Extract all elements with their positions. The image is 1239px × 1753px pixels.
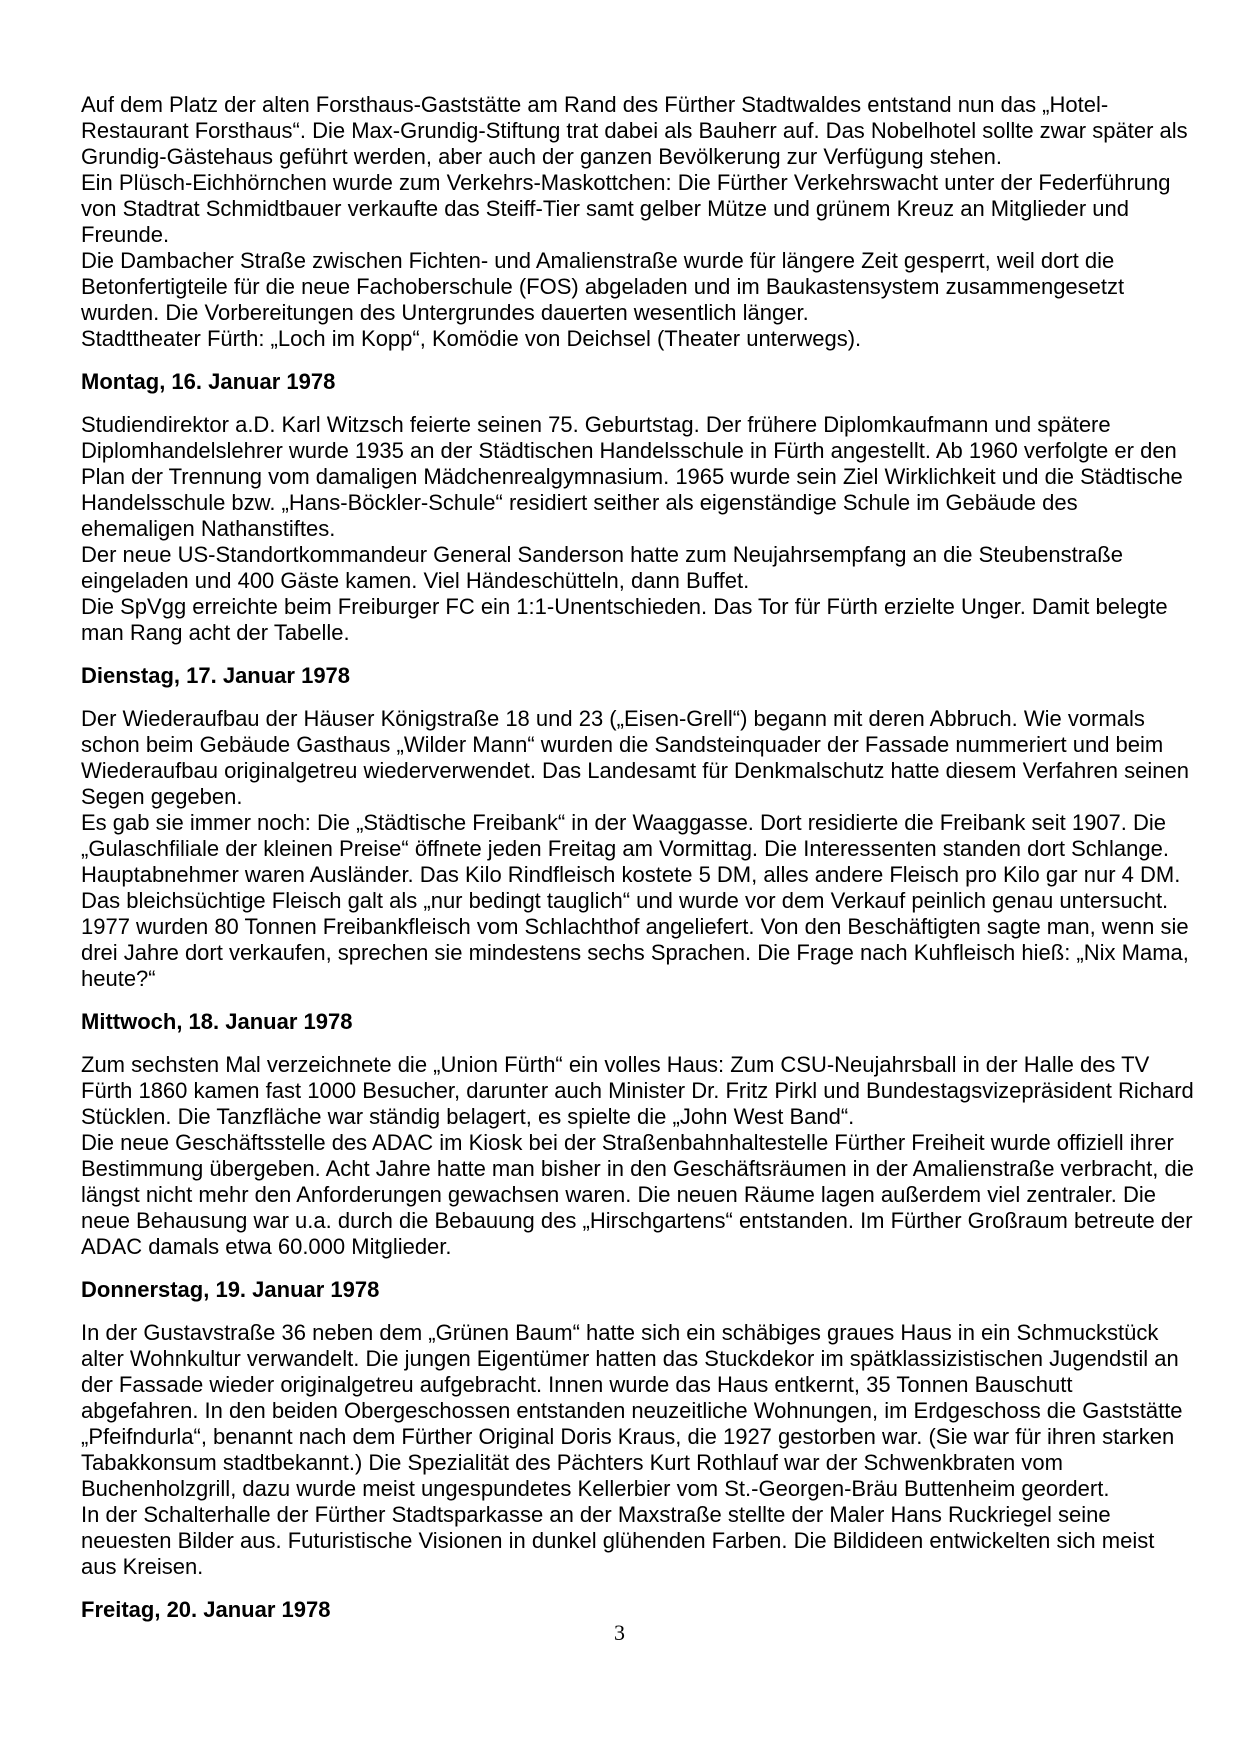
date-heading-monday: Montag, 16. Januar 1978 [81,369,336,394]
paragraph: Die neue Geschäftsstelle des ADAC im Kiosk bei der Straßenbahnhaltestelle Fürther Freiheit wurde offiziell ihrer Bestimmung übergeben. Acht Jahre hatte man bisher in den Geschäftsräumen in der Amalienstraße verbracht, die längst nicht mehr den Anforderungen gewachsen waren. Die neuen Räume lagen außerdem viel zentraler. Die neue Behausung war u.a. durch die Bebauung des „Hirschgartens“ entstanden. Im Fürther Großraum betreute der ADAC damals etwa 60.000 Mitglieder. [81,1130,1194,1259]
paragraph: Der Wiederaufbau der Häuser Königstraße 18 und 23 („Eisen-Grell“) begann mit deren Abbruch. Wie vormals schon beim Gebäude Gasthaus „Wilder Mann“ wurden die Sandsteinquader der Fassade nummeriert und beim Wiederaufbau originalgetreu wiederverwendet. Das Landesamt für Denkmalschutz hatte diesem Verfahren seinen Segen gegeben. [81,706,1189,809]
paragraph: Zum sechsten Mal verzeichnete die „Union Fürth“ ein volles Haus: Zum CSU-Neujahrsball in der Halle des TV Fürth 1860 kamen fast 1000 Besucher, darunter auch Minister Dr. Fritz Pirkl und Bundestagsvizepräsident Richard Stücklen. Die Tanzfläche war ständig belagert, es spielte die „John West Band“. [81,1052,1194,1129]
paragraph: Die Dambacher Straße zwischen Fichten- und Amalienstraße wurde für längere Zeit gesperrt, weil dort die Betonfertigteile für die neue Fachoberschule (FOS) abgeladen und im Baukastensystem zusammengesetzt wurden. Die Vorbereitungen des Untergrundes dauerten wesentlich länger. [81,248,1125,325]
paragraph: In der Gustavstraße 36 neben dem „Grünen Baum“ hatte sich ein schäbiges graues Haus in ein Schmuckstück alter Wohnkultur verwandelt. Die jungen Eigentümer hatten das Stuckdekor im spätklassizistischen Jugendstil an der Fassade wieder originalgetreu aufgebracht. Innen wurde das Haus entkernt, 35 Tonnen Bauschutt abgefahren. In den beiden Obergeschossen entstanden neuzeitliche Wohnungen, im Erdgeschoss die Gaststätte „Pfeifndurla“, benannt nach dem Fürther Original Doris Kraus, die 1927 gestorben war. (Sie war für ihren starken Tabakkonsum stadtbekannt.) Die Spezialität des Pächters Kurt Rothlauf war der Schwenkbraten vom Buchenholzgrill, dazu wurde meist ungespundetes Kellerbier vom St.-Georgen-Bräu Buttenheim geordert. [81,1320,1183,1501]
paragraph: Es gab sie immer noch: Die „Städtische Freibank“ in der Waaggasse. Dort residierte die Freibank seit 1907. Die „Gulaschfiliale der kleinen Preise“ öffnete jeden Freitag am Vormittag. Die Interessenten standen dort Schlange. Hauptabnehmer waren Ausländer. Das Kilo Rindfleisch kostete 5 DM, alles andere Fleisch pro Kilo gar nur 4 DM. Das bleichsüchtige Fleisch galt als „nur bedingt tauglich“ und wurde vor dem Verkauf peinlich genau untersucht. 1977 wurden 80 Tonnen Freibankfleisch vom Schlachthof angeliefert. Von den Beschäftigten sagte man, wenn sie drei Jahre dort verkaufen, sprechen sie mindestens sechs Sprachen. Die Frage nach Kuhfleisch hieß: „Nix Mama, heute?“ [81,810,1189,991]
date-heading-thursday: Donnerstag, 19. Januar 1978 [81,1277,380,1302]
paragraph: Der neue US-Standortkommandeur General Sanderson hatte zum Neujahrsempfang an die Steubenstraße eingeladen und 400 Gäste kamen. Viel Händeschütteln, dann Buffet. [81,542,1123,593]
paragraph: In der Schalterhalle der Fürther Stadtsparkasse an der Maxstraße stellte der Maler Hans Ruckriegel seine neuesten Bilder aus. Futuristische Visionen in dunkel glühenden Farben. Die Bildideen entwickelten sich meist aus Kreisen. [81,1502,1155,1579]
date-heading-friday: Freitag, 20. Januar 1978 [81,1597,331,1622]
paragraph: Auf dem Platz der alten Forsthaus-Gaststätte am Rand des Fürther Stadtwaldes entstand nun das „Hotel-Restaurant Forsthaus“. Die Max-Grundig-Stiftung trat dabei als Bauherr auf. Das Nobelhotel sollte zwar später als Grundig-Gästehaus geführt werden, aber auch der ganzen Bevölkerung zur Verfügung stehen. [81,92,1188,169]
paragraph: Ein Plüsch-Eichhörnchen wurde zum Verkehrs-Maskottchen: Die Fürther Verkehrswacht unter der Federführung von Stadtrat Schmidtbauer verkaufte das Steiff-Tier samt gelber Mütze und grünem Kreuz an Mitglieder und Freunde. [81,170,1171,247]
date-heading-tuesday: Dienstag, 17. Januar 1978 [81,663,351,688]
paragraph: Stadttheater Fürth: „Loch im Kopp“, Komödie von Deichsel (Theater unterwegs). [81,326,862,351]
paragraph: Studiendirektor a.D. Karl Witzsch feierte seinen 75. Geburtstag. Der frühere Diplomkaufmann und spätere Diplomhandelslehrer wurde 1935 an der Städtischen Handelsschule in Fürth angestellt. Ab 1960 verfolgte er den Plan der Trennung vom damaligen Mädchenrealgymnasium. 1965 wurde sein Ziel Wirklichkeit und die Städtische Handelsschule bzw. „Hans-Böckler-Schule“ residiert seither als eigenständige Schule im Gebäude des ehemaligen Nathanstiftes. [81,412,1183,541]
paragraph: Die SpVgg erreichte beim Freiburger FC ein 1:1-Unentschieden. Das Tor für Fürth erzielte Unger. Damit belegte man Rang acht der Tabelle. [81,594,1168,645]
document-body [81,92,1195,1623]
page-number: 3 [614,1620,625,1645]
date-heading-wednesday: Mittwoch, 18. Januar 1978 [81,1009,353,1034]
